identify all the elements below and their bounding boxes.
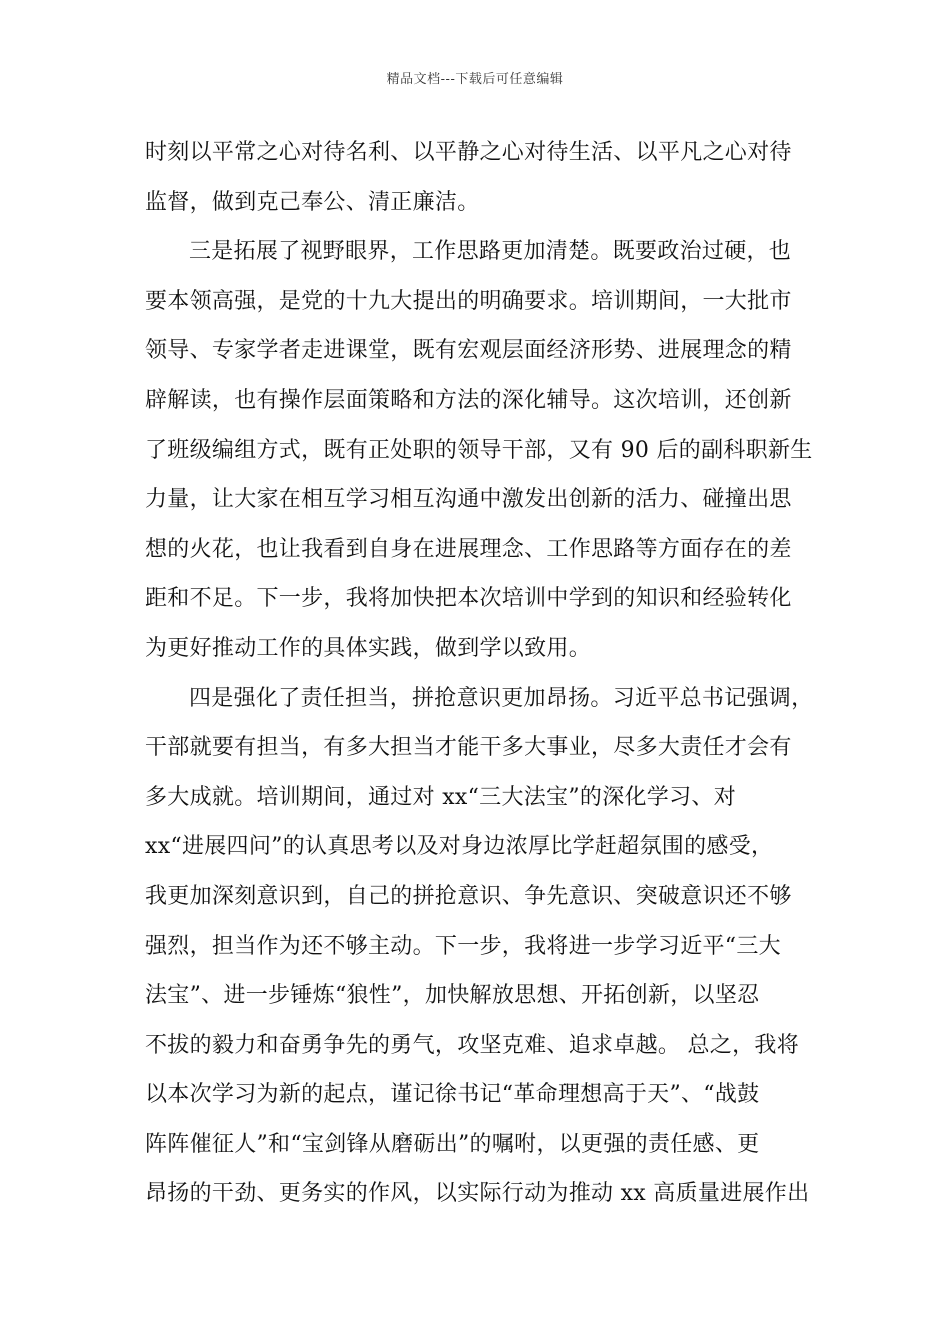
text-line: 时刻以平常之心对待名利、以平静之心对待生活、以平凡之心对待 (145, 140, 792, 165)
page-header: 精品文档---下载后可任意编辑 (386, 72, 564, 87)
text-line: 监督，做到克己奉公、清正廉洁。 (145, 189, 480, 215)
text-line: 以本次学习为新的起点，谨记徐书记“革命理想高于天”、“战鼓 (145, 1082, 760, 1108)
text-line: 强烈，担当作为还不够主动。下一步，我将进一步学习近平“三大 (145, 933, 781, 959)
document-body (145, 128, 845, 1219)
text-line: 四是强化了责任担当，拼抢意识更加昂扬。习近平总书记强调， (189, 685, 814, 711)
text-line: 距和不足。下一步，我将加快把本次培训中学到的知识和经验转化 (145, 586, 792, 612)
text-line: 要本领高强，是党的十九大提出的明确要求。培训期间，一大批市 (145, 288, 792, 314)
text-line: 力量，让大家在相互学习相互沟通中激发出创新的活力、碰撞出思 (145, 487, 792, 513)
text-line: 想的火花，也让我看到自身在进展理念、工作思路等方面存在的差 (145, 536, 792, 562)
text-line: 多大成就。培训期间，通过对 xx“三大法宝”的深化学习、对 (145, 784, 737, 810)
text-line: 我更加深刻意识到，自己的拼抢意识、争先意识、突破意识还不够 (145, 883, 792, 909)
text-line: 领导、专家学者走进课堂，既有宏观层面经济形势、进展理念的精 (145, 338, 792, 364)
text-line: 为更好推动工作的具体实践，做到学以致用。 (145, 635, 592, 661)
text-line: 干部就要有担当，有多大担当才能干多大事业，尽多大责任才会有 (145, 735, 792, 761)
text-line: 法宝”、进一步锤炼“狼性”，加快解放思想、开拓创新，以坚忍 (145, 983, 760, 1009)
text-line: 阵阵催征人”和“宝剑锋从磨砺出”的嘱咐，以更强的责任感、更 (145, 1131, 760, 1157)
text-line: 辟解读，也有操作层面策略和方法的深化辅导。这次培训，还创新 (145, 387, 792, 413)
paragraph (145, 227, 845, 673)
text-line: 了班级编组方式，既有正处职的领导干部，又有 90 后的副科职新生 (145, 437, 813, 463)
paragraph (145, 128, 845, 227)
text-line: 三是拓展了视野眼界，工作思路更加清楚。既要政治过硬，也 (189, 239, 792, 265)
text-line: xx“进展四问”的认真思考以及对身边浓厚比学赶超氛围的感受， (145, 834, 774, 860)
text-line: 不拔的毅力和奋勇争先的勇气，攻坚克难、追求卓越。 总之，我将 (145, 1032, 799, 1058)
text-line: 昂扬的干劲、更务实的作风，以实际行动为推动 xx 高质量进展作出 (145, 1181, 810, 1207)
paragraph (145, 674, 845, 1220)
